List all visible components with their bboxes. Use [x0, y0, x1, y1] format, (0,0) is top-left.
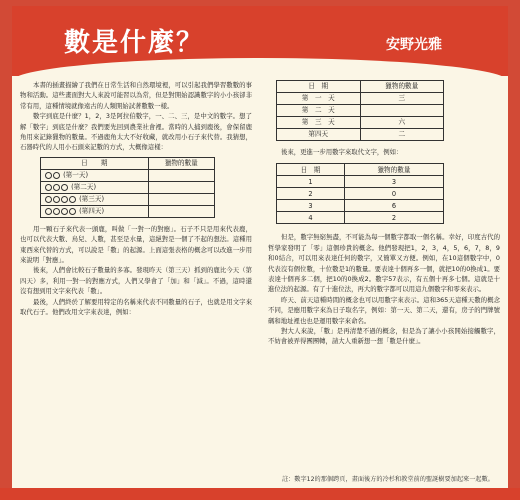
pebble-icon	[69, 196, 76, 203]
count-cell	[148, 169, 214, 181]
paragraph: 但是，數字無窮無盡，不可能為每一個數字都取一個名稱。幸好，印度古代的哲學家發明了「零」這個珍貴的概念。他們發現把1，2，3，4，5，6，7，8，9和0結合，可以用來表達任何的數字，又簡單又方便。例如，在10這個數字中，0代表沒有個位數，十位數是1的數量。要表達十個再多一個，就把10的0換成1。要表達十個再多二個，把10的0換成2。數字57表示，有五個十再多七個。這就是十進位法的起源。有了十進位法，再大的數字都可以用這九個數字和零來表示。	[268, 233, 500, 294]
table-row	[277, 129, 444, 141]
pebble-icon	[45, 208, 52, 215]
paragraph: 數字到底是什麼？1，2，3是阿拉伯數字，一、二、三，是中文的數字。想了解「數字」到底是什麼？我們要先回到農業社會裡。當時的人捕到鹿後，會保留鹿角用來記錄獵物的數量。不過鹿角太大不好收藏，就改用小石子來代替。我猜想，石器時代的人用小石頭來記數的方式，大概像這樣：	[20, 112, 252, 152]
day-label: (第四天)	[79, 207, 105, 216]
paragraph: 後來，人們會比較石子數量的多寡。發現昨天（第三天）抓到的鹿比今天（第四天）多，利用一對一的對應方式，人們又學會了「加」和「減」。不過，這時還沒有想到用文字來代表「數」。	[20, 266, 252, 296]
count-cell	[148, 193, 214, 205]
day-label: (第一天)	[63, 171, 89, 180]
table-header-day: 日 期	[277, 81, 361, 93]
paragraph: 對大人來說，「數」是再清楚不過的概念，但是為了讓小小孩開始接觸數字，不妨會被弄得團團轉，請大人重新想一想「數是什麼」。	[268, 327, 500, 346]
count-cell: 二	[360, 129, 444, 141]
pebble-icon	[53, 208, 60, 215]
paragraph: 本書的插畫描繪了我們在日常生活和自然環境裡，可以引起我們學習數數的事物和活動。這些畫面對大人來說可能習以為常，但是對開始認識數字的小小孩卻非常有用，這種情境就像遠古的人類開始試著數數一樣。	[20, 81, 252, 110]
day-cell: 第 三 天	[277, 117, 361, 129]
pebble-dots	[45, 195, 77, 203]
pebble-icon	[61, 196, 68, 203]
pebble-icon	[53, 172, 60, 179]
table-row	[41, 193, 215, 205]
day-cell: 2	[277, 188, 345, 200]
pebble-icon	[53, 184, 60, 191]
footer-bar	[0, 488, 520, 500]
day-label: (第三天)	[79, 195, 105, 204]
pebble-dots	[45, 171, 61, 179]
pebble-cell	[41, 193, 149, 205]
article-body	[20, 80, 500, 485]
table-row	[41, 169, 215, 181]
day-cell: 1	[277, 176, 345, 188]
number-count-table	[276, 163, 444, 224]
count-cell: 六	[360, 117, 444, 129]
pebble-icon	[45, 196, 52, 203]
table-row	[277, 93, 444, 105]
day-label: (第二天)	[71, 183, 97, 192]
table-header-count: 獵物的數量	[344, 164, 443, 176]
count-cell	[148, 205, 214, 217]
pebble-icon	[45, 172, 52, 179]
count-cell: 6	[344, 200, 443, 212]
pebble-icon	[61, 208, 68, 215]
right-column	[268, 80, 500, 347]
table-row	[41, 205, 215, 217]
page-title: 數是什麼？	[64, 28, 205, 58]
pebble-dots	[45, 207, 77, 215]
table-header-count: 獵物的數量	[360, 81, 444, 93]
table-row	[277, 188, 444, 200]
title-banner	[12, 6, 508, 76]
count-cell: 三	[360, 93, 444, 105]
pebble-icon	[69, 208, 76, 215]
paragraph: 最後，人們終於了解要用特定的名稱來代表不同數量的石子，也就是用文字來取代石子。他們改用文字來表達，例如：	[20, 297, 252, 317]
day-cell: 第 一 天	[277, 93, 361, 105]
pebble-cell	[41, 205, 149, 217]
table-row	[277, 200, 444, 212]
left-column	[20, 80, 252, 318]
table-row	[277, 117, 444, 129]
table-header-day: 日 期	[41, 157, 149, 169]
count-cell	[148, 181, 214, 193]
count-cell: 2	[344, 212, 443, 224]
table-row	[277, 105, 444, 117]
day-cell: 3	[277, 200, 345, 212]
day-cell: 第四天	[277, 129, 361, 141]
table-row	[41, 181, 215, 193]
day-cell: 第 二 天	[277, 105, 361, 117]
pebble-icon	[53, 196, 60, 203]
count-cell: 0	[344, 188, 443, 200]
pebble-cell	[41, 181, 149, 193]
paragraph: 後來，更進一步用數字來取代文字，例如：	[281, 148, 403, 156]
pebble-icon	[61, 184, 68, 191]
table-header-day: 日 期	[277, 164, 345, 176]
pebble-dots	[45, 183, 69, 191]
paragraph: 用一顆石子來代表一頭鹿，叫做「一對一的對應」。石子不只是用來代表鹿，也可以代表大數、鳥兒、人數，甚至是水量，這絕對是一個了不起的想法。這種用東西來代替的方式，可以說是「數」的起源。上面這張表格的概念可以改進一步用來說明「對應」。	[20, 224, 252, 265]
word-count-table	[276, 80, 444, 141]
pebble-cell	[41, 169, 149, 181]
table-header-count: 獵物的數量	[148, 157, 214, 169]
table-row	[277, 176, 444, 188]
pebble-count-table	[40, 157, 215, 218]
table-row	[277, 212, 444, 224]
count-cell	[360, 105, 444, 117]
day-cell: 4	[277, 212, 345, 224]
pebble-icon	[45, 184, 52, 191]
footnote: 註：數字12的那個跨頁，畫面後方的冷杉和教堂前的聖誕樹要加起來一起數。	[281, 476, 494, 483]
paragraph: 昨天、前天這種時間的概念也可以用數字來表示。這和365天這種天數的概念不同，是應用數字來為日子取名字，例如：第一天、第二天，還有，房子的門牌號碼和地址裡也也是運用數字來命名。	[268, 295, 500, 325]
author-name: 安野光雅	[386, 37, 442, 53]
count-cell: 3	[344, 176, 443, 188]
